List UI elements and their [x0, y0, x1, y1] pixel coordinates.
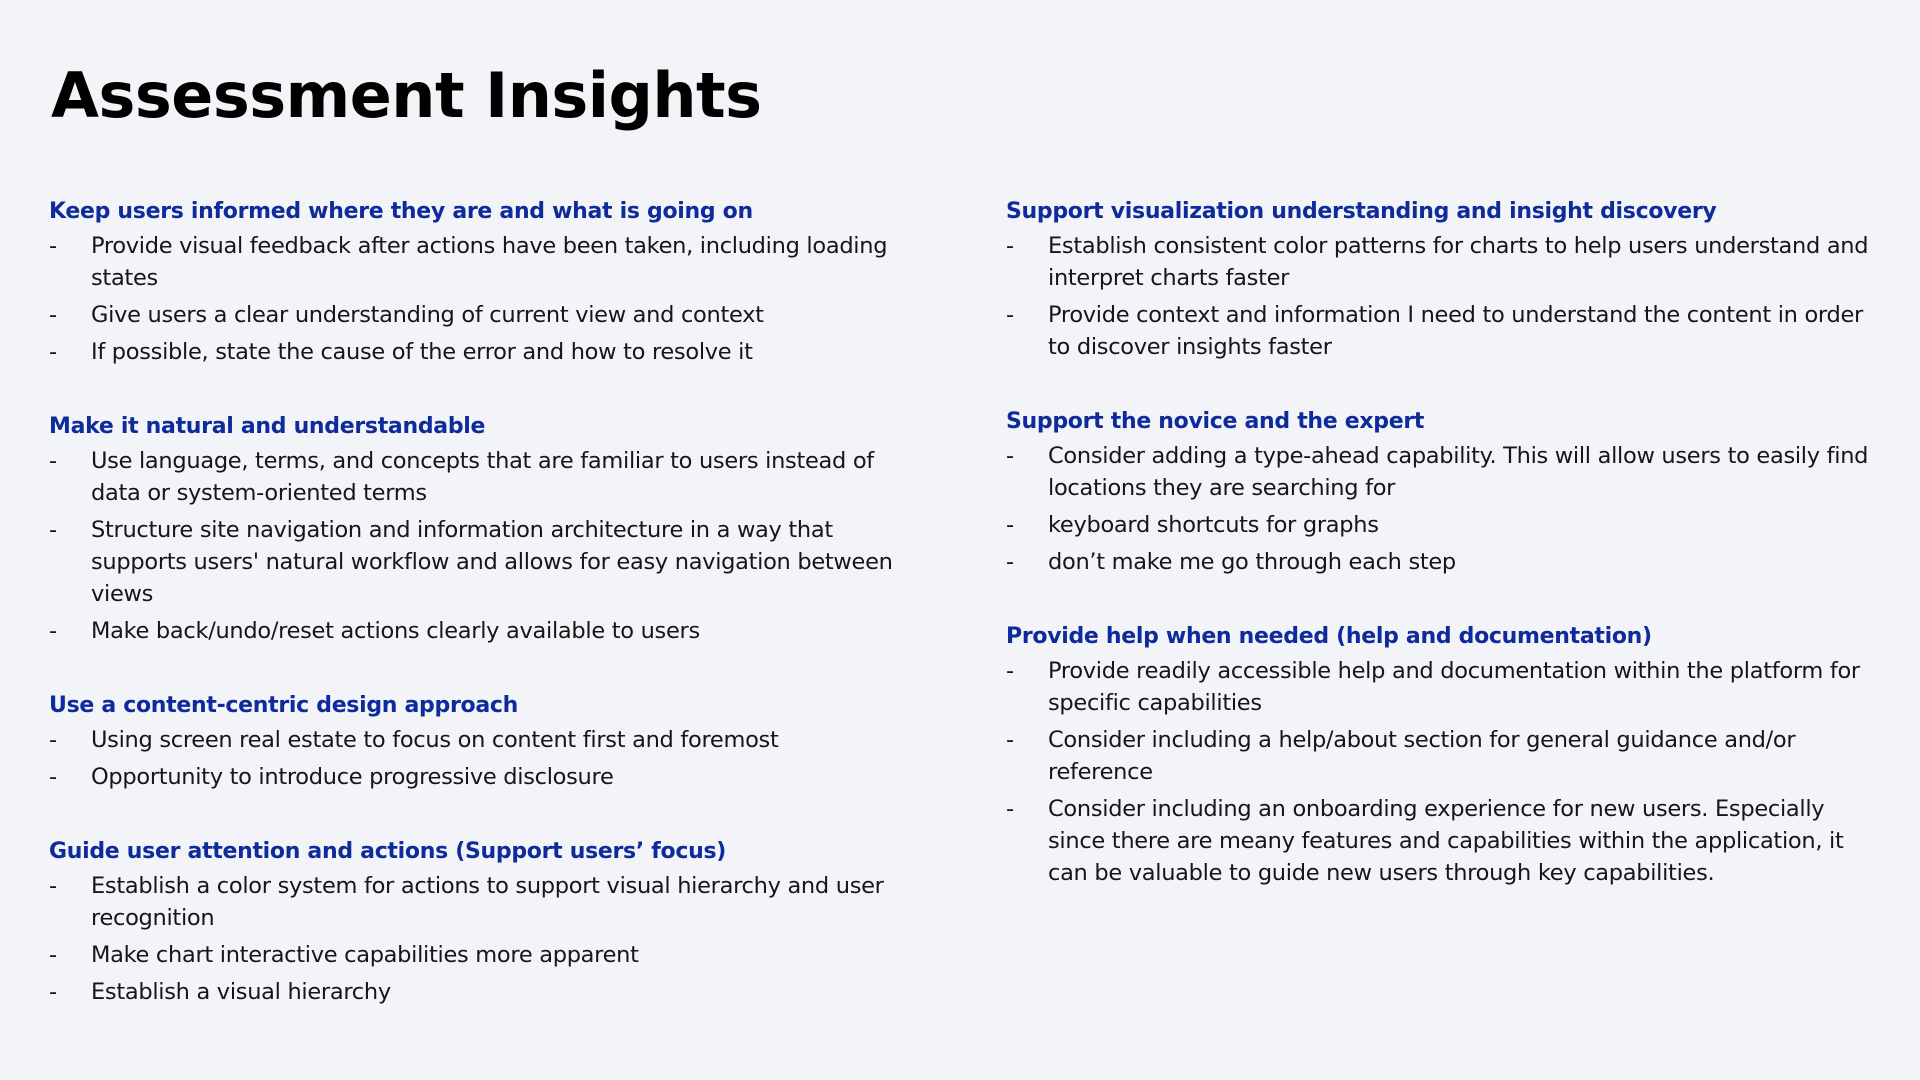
bullet-text: Establish a color system for actions to support visual hierarchy and user recognition	[91, 873, 884, 931]
bullet-list	[49, 724, 929, 793]
bullet-item	[1006, 546, 1886, 578]
bullet-item	[1006, 230, 1886, 294]
bullet-text: Use language, terms, and concepts that are familiar to users instead of data or system-oriented terms	[91, 448, 874, 506]
bullet-list	[49, 870, 929, 1008]
bullet-item	[49, 336, 929, 368]
bullet-list	[1006, 655, 1886, 889]
bullet-item	[1006, 724, 1886, 788]
bullet-dash: -	[49, 233, 57, 259]
bullet-dash: -	[49, 942, 57, 968]
bullet-text: Provide context and information I need to understand the content in order to discover insights faster	[1048, 302, 1863, 360]
bullet-list	[49, 445, 929, 647]
bullet-dash: -	[49, 727, 57, 753]
section-heading: Keep users informed where they are and what is going on	[49, 199, 753, 224]
bullet-text: keyboard shortcuts for graphs	[1048, 512, 1379, 538]
bullet-text: Give users a clear understanding of current view and context	[91, 302, 764, 328]
bullet-text: don’t make me go through each step	[1048, 549, 1456, 575]
left-column	[49, 196, 929, 1051]
bullet-item	[49, 299, 929, 331]
bullet-list	[49, 230, 929, 368]
section-heading: Support the novice and the expert	[1006, 409, 1425, 434]
bullet-text: Using screen real estate to focus on content first and foremost	[91, 727, 779, 753]
bullet-item	[49, 870, 929, 934]
section-make-it-natural-and-understandable	[49, 411, 929, 647]
bullet-item	[1006, 440, 1886, 504]
bullet-item	[49, 724, 929, 756]
bullet-item	[1006, 299, 1886, 363]
bullet-text: Make chart interactive capabilities more apparent	[91, 942, 639, 968]
section-support-the-novice-and-the-expert	[1006, 406, 1886, 578]
bullet-dash: -	[1006, 658, 1014, 684]
bullet-item	[49, 761, 929, 793]
bullet-item	[1006, 793, 1886, 889]
bullet-dash: -	[49, 339, 57, 365]
bullet-text: Consider including a help/about section for general guidance and/or reference	[1048, 727, 1796, 785]
bullet-dash: -	[1006, 549, 1014, 575]
bullet-list	[1006, 440, 1886, 578]
bullet-dash: -	[49, 979, 57, 1005]
bullet-text: Make back/undo/reset actions clearly available to users	[91, 618, 700, 644]
bullet-text: Provide readily accessible help and documentation within the platform for specific capabilities	[1048, 658, 1860, 716]
bullet-dash: -	[1006, 302, 1014, 328]
page-title: Assessment Insights	[51, 59, 762, 132]
bullet-dash: -	[1006, 512, 1014, 538]
bullet-dash: -	[49, 517, 57, 543]
bullet-text: Structure site navigation and information architecture in a way that supports users' natural workflow and allows for easy navigation between views	[91, 517, 893, 607]
bullet-dash: -	[49, 873, 57, 899]
bullet-item	[1006, 655, 1886, 719]
bullet-dash: -	[1006, 443, 1014, 469]
bullet-list	[1006, 230, 1886, 363]
section-support-visualization-understanding-and-	[1006, 196, 1886, 363]
bullet-text: Consider including an onboarding experience for new users. Especially since there are meany features and capabilities within the application, it can be valuable to guide new users through key capabilities.	[1048, 796, 1844, 886]
section-keep-users-informed-where-they-are-and-w	[49, 196, 929, 368]
right-column	[1006, 196, 1886, 932]
bullet-dash: -	[1006, 727, 1014, 753]
bullet-dash: -	[49, 764, 57, 790]
bullet-item	[49, 514, 929, 610]
bullet-text: Establish a visual hierarchy	[91, 979, 391, 1005]
bullet-item	[1006, 509, 1886, 541]
section-heading: Use a content-centric design approach	[49, 693, 518, 718]
bullet-dash: -	[49, 302, 57, 328]
bullet-item	[49, 939, 929, 971]
bullet-text: If possible, state the cause of the error and how to resolve it	[91, 339, 753, 365]
section-heading: Guide user attention and actions (Support users’ focus)	[49, 839, 726, 864]
section-heading: Make it natural and understandable	[49, 414, 486, 439]
section-provide-help-when-needed-help-and-docume	[1006, 621, 1886, 889]
bullet-text: Consider adding a type-ahead capability. This will allow users to easily find locations they are searching for	[1048, 443, 1869, 501]
bullet-item	[49, 230, 929, 294]
bullet-text: Provide visual feedback after actions have been taken, including loading states	[91, 233, 888, 291]
bullet-dash: -	[49, 618, 57, 644]
section-heading: Provide help when needed (help and documentation)	[1006, 624, 1652, 649]
bullet-item	[49, 615, 929, 647]
section-use-a-content-centric-design-approach	[49, 690, 929, 793]
section-heading: Support visualization understanding and insight discovery	[1006, 199, 1717, 224]
bullet-dash: -	[1006, 233, 1014, 259]
bullet-dash: -	[49, 448, 57, 474]
bullet-item	[49, 976, 929, 1008]
bullet-text: Establish consistent color patterns for charts to help users understand and interpret charts faster	[1048, 233, 1869, 291]
bullet-text: Opportunity to introduce progressive disclosure	[91, 764, 614, 790]
bullet-dash: -	[1006, 796, 1014, 822]
section-guide-user-attention-and-actions-support	[49, 836, 929, 1008]
bullet-item	[49, 445, 929, 509]
